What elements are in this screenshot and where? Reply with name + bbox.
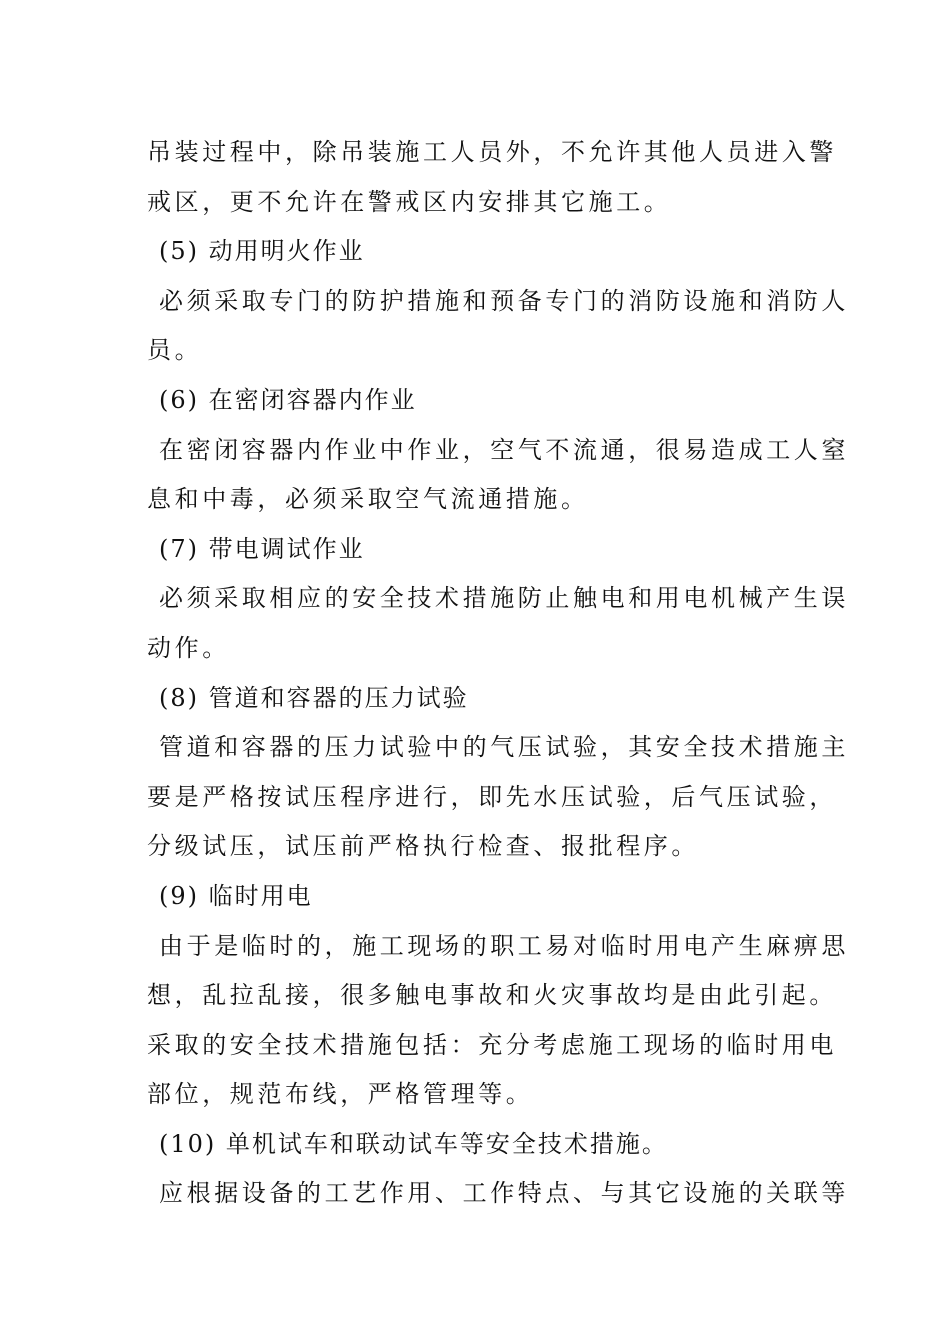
paragraph-line: 动作。 bbox=[147, 633, 230, 662]
paragraph-line: 想，乱拉乱接，很多触电事故和火灾事故均是由此引起。 bbox=[147, 981, 837, 1010]
paragraph-line: 必须采取专门的防护措施和预备专门的消防设施和消防人 bbox=[159, 286, 849, 315]
section-heading: (7) 带电调试作业 bbox=[159, 534, 365, 563]
paragraph-line: 管道和容器的压力试验中的气压试验，其安全技术措施主 bbox=[159, 733, 849, 762]
paragraph-line: 吊装过程中，除吊装施工人员外，不允许其他人员进入警 bbox=[147, 138, 837, 166]
paragraph-line: 戒区，更不允许在警戒区内安排其它施工。 bbox=[147, 187, 672, 216]
paragraph-line: 要是严格按试压程序进行，即先水压试验，后气压试验， bbox=[147, 782, 837, 811]
section-heading: (10) 单机试车和联动试车等安全技术措施。 bbox=[159, 1129, 668, 1158]
paragraph-line: 息和中毒，必须采取空气流通措施。 bbox=[147, 485, 589, 514]
document-body bbox=[147, 128, 849, 1219]
paragraph-line: 部位，规范布线，严格管理等。 bbox=[147, 1080, 534, 1109]
section-heading: (9) 临时用电 bbox=[159, 881, 313, 910]
section-heading: (5) 动用明火作业 bbox=[159, 237, 365, 266]
paragraph-line: 分级试压，试压前严格执行检查、报批程序。 bbox=[147, 832, 699, 861]
paragraph-line: 采取的安全技术措施包括：充分考虑施工现场的临时用电 bbox=[147, 1030, 837, 1059]
section-heading: (8) 管道和容器的压力试验 bbox=[159, 683, 469, 712]
paragraph-line: 应根据设备的工艺作用、工作特点、与其它设施的关联等 bbox=[159, 1179, 849, 1208]
paragraph-line: 员。 bbox=[147, 336, 203, 365]
paragraph-line: 在密闭容器内作业中作业，空气不流通，很易造成工人窒 bbox=[159, 435, 849, 464]
paragraph-line: 必须采取相应的安全技术措施防止触电和用电机械产生误 bbox=[159, 584, 849, 613]
paragraph-line: 由于是临时的，施工现场的职工易对临时用电产生麻痹思 bbox=[159, 931, 849, 960]
section-heading: (6) 在密闭容器内作业 bbox=[159, 385, 417, 414]
